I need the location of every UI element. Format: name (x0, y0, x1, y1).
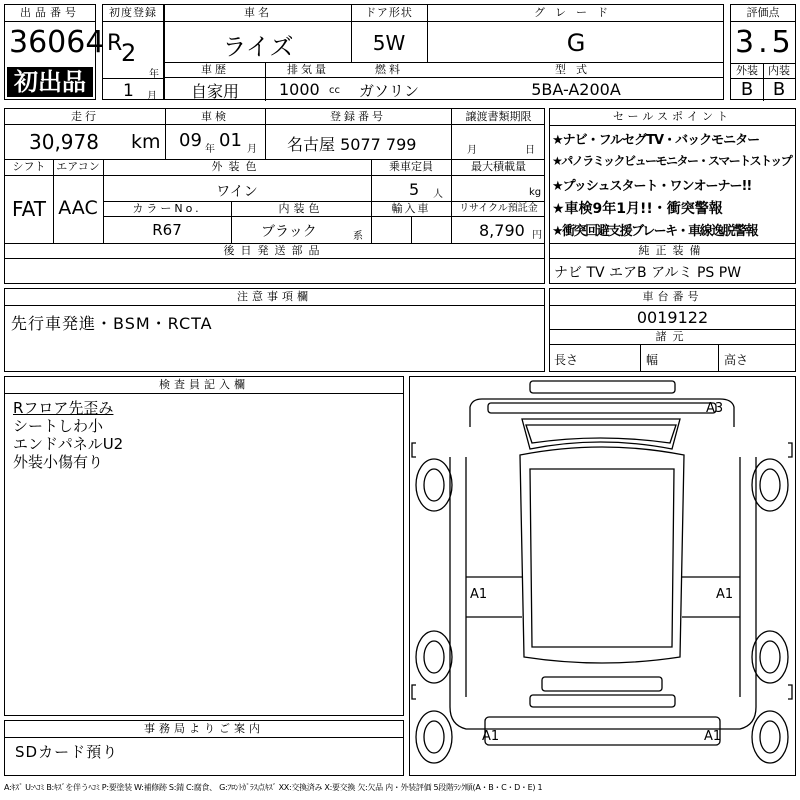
plate-number: 名古屋 5077 799 (287, 135, 417, 154)
fuel-label: 燃料 (375, 63, 403, 76)
shift-label: シフト (12, 160, 46, 173)
lot-number: 36064 (9, 25, 105, 60)
aircon: AAC (58, 197, 98, 219)
import-label: 輸入車 (391, 202, 431, 215)
office-label: 事務局よりご案内 (5, 721, 403, 738)
recycle-fee: 8,790 (479, 221, 525, 240)
car-diagram (409, 376, 796, 776)
lot-box (4, 4, 105, 100)
recycle-unit: 円 (532, 230, 542, 241)
ac-label: エアコン (56, 160, 100, 173)
first-listing-badge: 初出品 (7, 67, 93, 97)
score-box (730, 4, 796, 100)
inspector-line: シートしわ小 (13, 417, 104, 435)
grade: G (566, 29, 586, 57)
sales-line: ★ナビ・フルセグTV・バックモニター (552, 133, 760, 148)
transfer-month: 月 (467, 145, 477, 156)
model-label: 車名 (244, 6, 272, 19)
first-reg-label: 初度登録 (103, 5, 163, 22)
inspector-line: 外装小傷有り (13, 453, 104, 471)
disp-label: 排気量 (287, 63, 329, 76)
length-label: 長さ (554, 353, 579, 367)
load-label: 最大積載量 (471, 160, 526, 173)
sales-line: ★衝突回避支援ブレーキ・車線逸脱警報 (552, 224, 758, 239)
mileage: 30,978 (29, 130, 99, 154)
reg-year: 2 (121, 39, 137, 67)
inspector-line: Rフロア先歪み (13, 399, 114, 417)
color-label: 外装色 (211, 160, 263, 173)
int-label: 内装 (768, 64, 790, 77)
notes-text: 先行車発進・BSM・RCTA (11, 314, 213, 333)
interior-color: ブラック (261, 224, 317, 240)
inspector-box (4, 376, 404, 716)
chassis-box (549, 288, 796, 372)
ext-score: B (740, 79, 754, 100)
dims-label: 諸元 (655, 330, 690, 343)
year-unit: 年 (149, 69, 159, 80)
mileage-unit: km (131, 131, 161, 153)
fuel: ガソリン (358, 82, 419, 100)
history-label: 車歴 (201, 63, 229, 76)
sales-point-label: セールスポイント (550, 109, 795, 126)
recycle-label: リサイクル預託金 (459, 203, 538, 214)
insp-month-unit: 月 (247, 144, 257, 155)
month-unit: 月 (147, 91, 157, 102)
notes-label: 注意事項欄 (5, 289, 544, 306)
car-outline-svg (410, 377, 795, 775)
transfer-day: 日 (525, 145, 535, 156)
office-text: SDカード預り (15, 743, 119, 761)
transfer-label: 譲渡書類期限 (465, 110, 532, 123)
reg-month: 1 (123, 81, 134, 101)
height-label: 高さ (724, 353, 749, 367)
capacity-label: 乗車定員 (389, 160, 433, 173)
office-box (4, 720, 404, 776)
door-type: 5W (372, 31, 406, 55)
mileage-label: 走行 (71, 110, 99, 123)
color-number: R67 (152, 221, 182, 239)
model-type: 5BA-A200A (531, 80, 621, 99)
capacity-unit: 人 (433, 189, 443, 200)
ext-label: 外装 (736, 64, 758, 77)
grade-label: グレード (534, 6, 618, 19)
later-parts-label: 後日発送部品 (223, 244, 326, 257)
score-label: 評価点 (731, 5, 795, 22)
plate-label: 登録番号 (330, 110, 386, 123)
inspector-line: エンドパネルU2 (13, 435, 124, 453)
intcolor-label: 内装色 (278, 202, 324, 215)
int-score: B (772, 79, 786, 100)
displacement: 1000 (279, 80, 320, 99)
damage-mark: A1 (482, 729, 500, 744)
legend-text: A:ｷｽﾞ U:ﾍｺﾐ B:ｷｽﾞを伴うﾍｺﾐ P:要塗装 W:補修跡 S:錆 C:腐食、 G:ﾌﾛﾝﾄｶﾞﾗｽ点ｷｽﾞ XX:交換済み X:要交換 欠:欠品 内・外装評価 5段階ﾗﾝｸ順(A・B・C・D・E) 1 (4, 783, 543, 792)
damage-mark: A1 (470, 587, 488, 602)
era: R (107, 31, 123, 56)
chassis-number: 0019122 (636, 308, 709, 327)
doors-label: ドア形状 (365, 6, 413, 19)
damage-mark: A1 (716, 587, 734, 602)
first-reg-box (102, 4, 164, 100)
equipment: ナビ TV エアB アルミ PS PW (554, 265, 742, 281)
damage-mark: A1 (704, 729, 722, 744)
main-info-box (164, 4, 724, 100)
sales-line: ★プッシュスタート・ワンオーナー!! (552, 179, 752, 194)
sales-line: ★車検9年1月!!・衝突警報 (552, 201, 723, 217)
details-box (4, 108, 545, 284)
exterior-color: ワイン (216, 184, 258, 200)
capacity: 5 (409, 180, 420, 199)
sales-point-box (549, 108, 796, 284)
insp-month: 01 (219, 130, 242, 151)
insp-year-unit: 年 (205, 144, 215, 155)
notes-box (4, 288, 545, 372)
damage-mark: A3 (706, 401, 724, 416)
displacement-unit: cc (329, 85, 340, 96)
history: 自家用 (190, 82, 239, 101)
chassis-label: 車台番号 (550, 289, 795, 306)
lot-label: 出品番号 (5, 5, 95, 22)
sales-line: ★パノラミックビューモニター・スマートストップ (552, 154, 792, 168)
equipment-label: 純正装備 (638, 244, 707, 257)
model-name: ライズ (222, 33, 294, 61)
shift: FAT (11, 197, 46, 221)
inspection-label: 車検 (201, 110, 229, 123)
inspector-label: 検査員記入欄 (5, 377, 403, 394)
overall-score: 3.5 (735, 25, 795, 60)
type-label: 型式 (555, 63, 597, 76)
load-unit: kg (529, 187, 542, 198)
insp-year: 09 (179, 130, 202, 151)
width-label: 幅 (646, 353, 659, 367)
intcolor-unit: 系 (353, 231, 363, 242)
colorno-label: カラーNo. (132, 202, 202, 215)
